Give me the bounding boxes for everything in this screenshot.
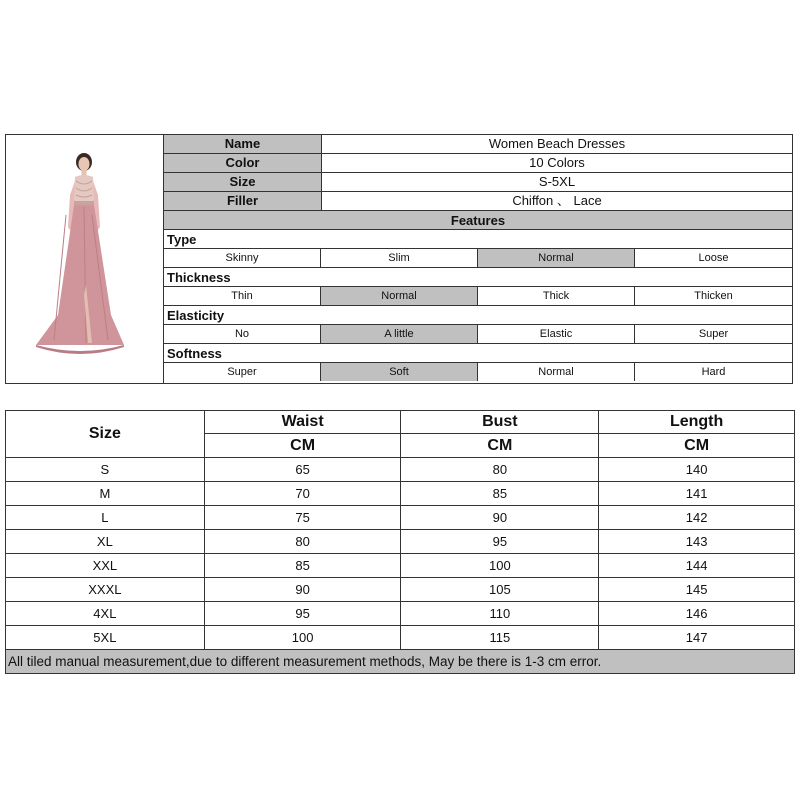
length-cell: 145 bbox=[599, 578, 795, 602]
spec-label: Color bbox=[164, 154, 322, 172]
table-row bbox=[6, 626, 795, 650]
spec-value: S-5XL bbox=[538, 174, 576, 189]
feature-option: Skinny bbox=[164, 249, 321, 267]
size-cell: S bbox=[6, 458, 205, 482]
bust-column-header: Bust bbox=[401, 411, 599, 434]
spec-value: Women Beach Dresses bbox=[488, 136, 626, 151]
table-row bbox=[6, 506, 795, 530]
waist-cell: 100 bbox=[204, 626, 401, 650]
feature-title-softness: Softness bbox=[164, 344, 792, 363]
feature-option: Thicken bbox=[694, 290, 733, 302]
spec-row-name bbox=[164, 135, 792, 154]
feature-option-selected: A little bbox=[321, 325, 478, 343]
feature-option: No bbox=[164, 325, 321, 343]
unit-label: CM bbox=[599, 434, 795, 458]
feature-option: Hard bbox=[701, 366, 726, 378]
size-cell: L bbox=[6, 506, 205, 530]
feature-option: Super bbox=[698, 328, 729, 340]
waist-cell: 90 bbox=[204, 578, 401, 602]
feature-option: Normal bbox=[478, 363, 635, 381]
feature-option: Thin bbox=[164, 287, 321, 305]
feature-options-softness bbox=[164, 363, 792, 382]
size-cell: 4XL bbox=[6, 602, 205, 626]
size-table bbox=[5, 410, 795, 674]
spec-label: Name bbox=[164, 135, 322, 153]
length-cell: 143 bbox=[599, 530, 795, 554]
unit-label: CM bbox=[401, 434, 599, 458]
size-cell: XL bbox=[6, 530, 205, 554]
waist-cell: 70 bbox=[204, 482, 401, 506]
features-heading: Features bbox=[164, 211, 792, 230]
feature-option-selected: Normal bbox=[321, 287, 478, 305]
feature-option: Thick bbox=[478, 287, 635, 305]
feature-option: Slim bbox=[321, 249, 478, 267]
feature-title-elasticity: Elasticity bbox=[164, 306, 792, 325]
size-cell: XXXL bbox=[6, 578, 205, 602]
waist-cell: 75 bbox=[204, 506, 401, 530]
bust-cell: 95 bbox=[401, 530, 599, 554]
spec-label: Size bbox=[164, 173, 322, 191]
spec-label: Filler bbox=[164, 192, 322, 210]
size-cell: 5XL bbox=[6, 626, 205, 650]
feature-options-thickness bbox=[164, 287, 792, 306]
bust-cell: 105 bbox=[401, 578, 599, 602]
bust-cell: 85 bbox=[401, 482, 599, 506]
feature-option-selected: Normal bbox=[478, 249, 635, 267]
size-cell: M bbox=[6, 482, 205, 506]
length-cell: 144 bbox=[599, 554, 795, 578]
bust-cell: 100 bbox=[401, 554, 599, 578]
feature-title-type: Type bbox=[164, 230, 792, 249]
table-row bbox=[6, 602, 795, 626]
spec-row-color bbox=[164, 154, 792, 173]
feature-options-elasticity bbox=[164, 325, 792, 344]
length-cell: 142 bbox=[599, 506, 795, 530]
spec-value: 10 Colors bbox=[529, 155, 585, 170]
measurement-note: All tiled manual measurement,due to different measurement methods, May be there is 1-3 cm error. bbox=[6, 650, 795, 674]
size-cell: XXL bbox=[6, 554, 205, 578]
length-cell: 141 bbox=[599, 482, 795, 506]
feature-option-selected: Soft bbox=[321, 363, 478, 381]
table-row bbox=[6, 530, 795, 554]
bust-cell: 80 bbox=[401, 458, 599, 482]
product-info-table bbox=[5, 134, 793, 384]
length-cell: 147 bbox=[599, 626, 795, 650]
spec-row-size bbox=[164, 173, 792, 192]
length-cell: 140 bbox=[599, 458, 795, 482]
table-row bbox=[6, 458, 795, 482]
bust-cell: 115 bbox=[401, 626, 599, 650]
product-photo bbox=[6, 135, 164, 383]
feature-option: Loose bbox=[698, 252, 729, 264]
size-column-header: Size bbox=[6, 411, 205, 458]
waist-cell: 80 bbox=[204, 530, 401, 554]
feature-options-type bbox=[164, 249, 792, 268]
waist-column-header: Waist bbox=[204, 411, 401, 434]
waist-cell: 95 bbox=[204, 602, 401, 626]
feature-option: Super bbox=[164, 363, 321, 381]
length-cell: 146 bbox=[599, 602, 795, 626]
waist-cell: 85 bbox=[204, 554, 401, 578]
spec-value: Chiffon 、 Lace bbox=[512, 193, 602, 208]
spec-row-filler bbox=[164, 192, 792, 211]
table-row bbox=[6, 482, 795, 506]
table-row bbox=[6, 578, 795, 602]
feature-title-thickness: Thickness bbox=[164, 268, 792, 287]
waist-cell: 65 bbox=[204, 458, 401, 482]
dress-model-image bbox=[6, 135, 163, 383]
feature-option: Elastic bbox=[478, 325, 635, 343]
bust-cell: 110 bbox=[401, 602, 599, 626]
unit-label: CM bbox=[204, 434, 401, 458]
length-column-header: Length bbox=[599, 411, 795, 434]
bust-cell: 90 bbox=[401, 506, 599, 530]
table-row bbox=[6, 554, 795, 578]
